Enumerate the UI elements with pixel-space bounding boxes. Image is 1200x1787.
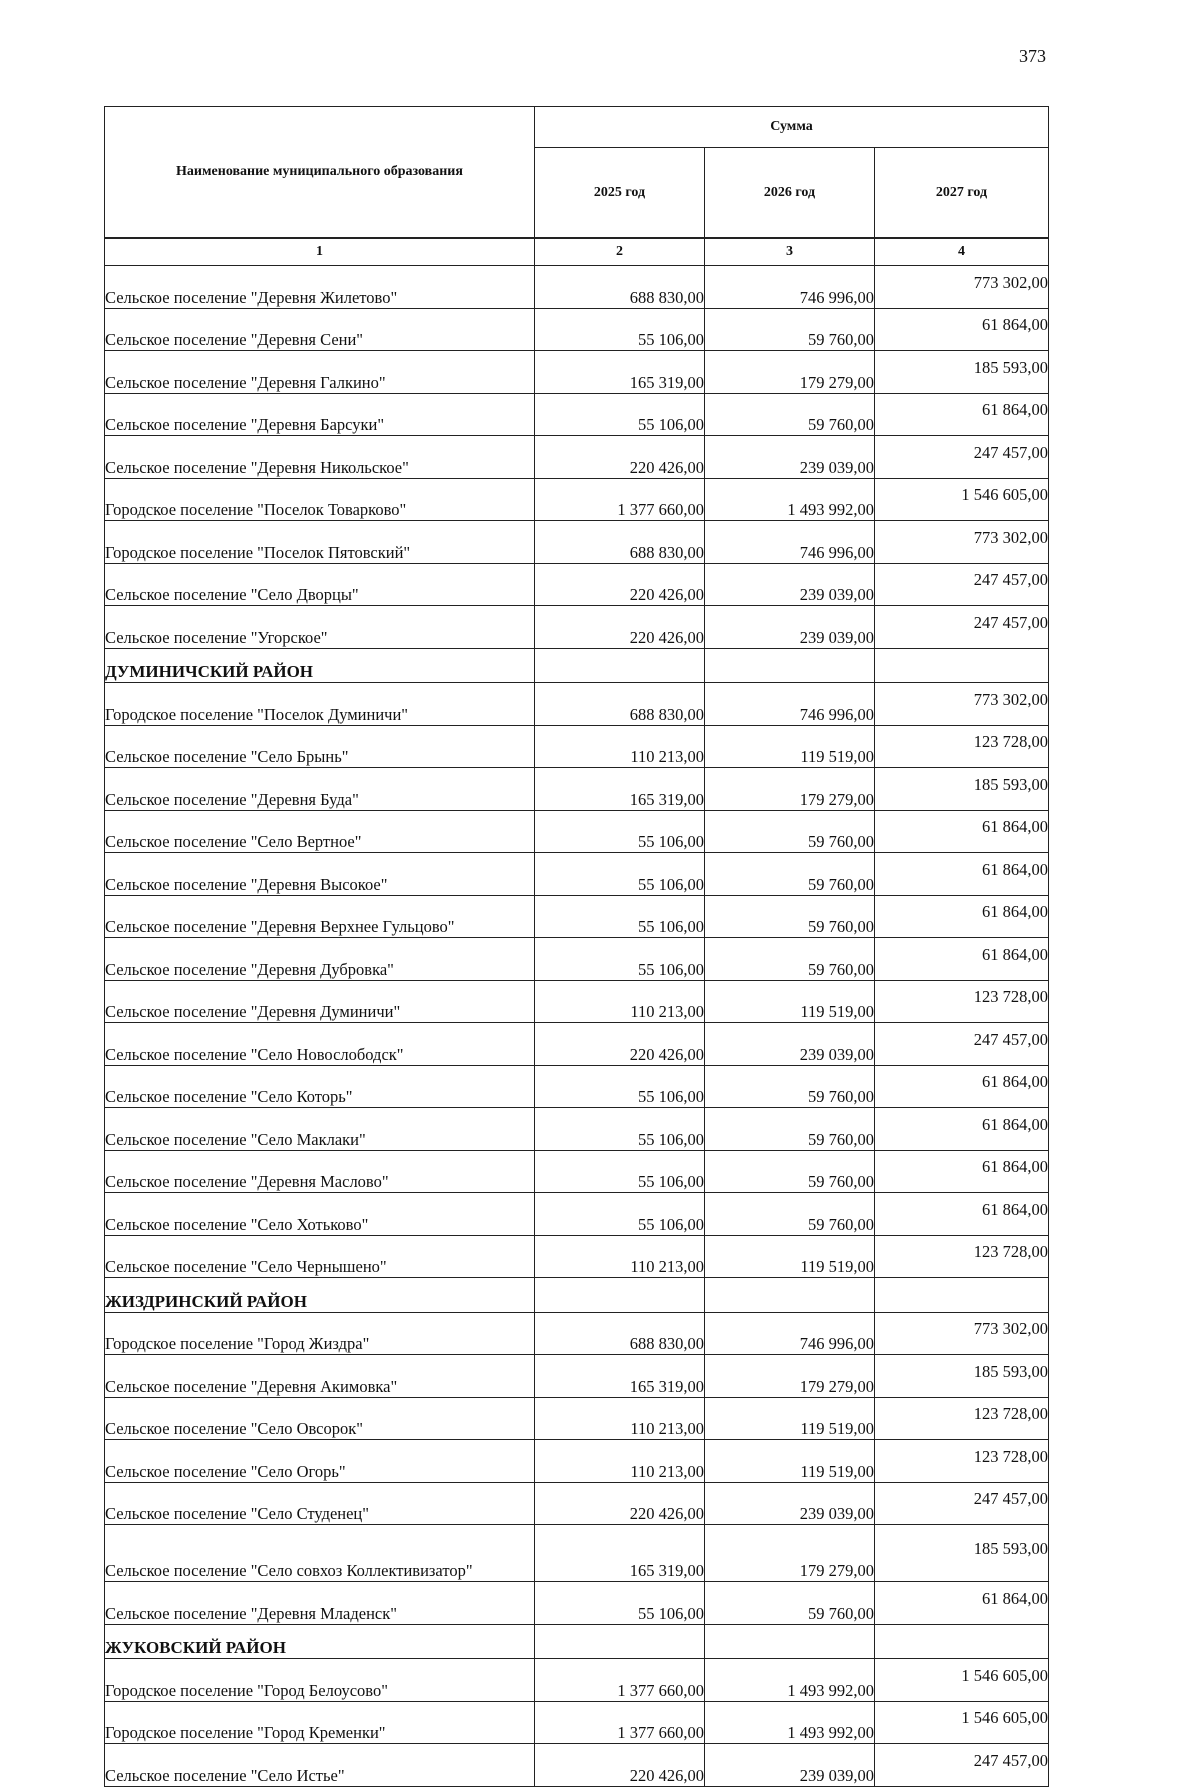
- table-row: [105, 1582, 1049, 1625]
- amount-2025-cell: 55 106,00: [535, 895, 705, 938]
- amount-2025-cell: 1 377 660,00: [535, 1659, 705, 1702]
- municipality-name: Сельское поселение "Деревня Барсуки": [105, 393, 535, 436]
- amount-2027-cell: 773 302,00: [875, 266, 1049, 309]
- table-row: [105, 308, 1049, 351]
- table-row: [105, 725, 1049, 768]
- amount-2025-cell: 55 106,00: [535, 1582, 705, 1625]
- amount-2025-cell: 55 106,00: [535, 308, 705, 351]
- municipality-name: Городское поселение "Поселок Пятовский": [105, 521, 535, 564]
- amount-2027-cell: 61 864,00: [875, 853, 1049, 896]
- column-number-1: 1: [105, 238, 535, 266]
- amount-2026-cell: 119 519,00: [705, 980, 875, 1023]
- amount-2027-cell: 185 593,00: [875, 1355, 1049, 1398]
- table-row: [105, 1065, 1049, 1108]
- table-row: [105, 1193, 1049, 1236]
- municipality-name: Сельское поселение "Село Новослободск": [105, 1023, 535, 1066]
- amount-2027-cell: 61 864,00: [875, 938, 1049, 981]
- municipality-name: Сельское поселение "Село Которь": [105, 1065, 535, 1108]
- amount-2026-cell: 1 493 992,00: [705, 1701, 875, 1744]
- amount-2025-cell: 55 106,00: [535, 1065, 705, 1108]
- table-row: [105, 1659, 1049, 1702]
- empty-cell: [535, 648, 705, 683]
- header-sum: Сумма: [535, 107, 1049, 148]
- table-row: [105, 938, 1049, 981]
- amount-2025-cell: 110 213,00: [535, 980, 705, 1023]
- amount-2026-cell: 746 996,00: [705, 266, 875, 309]
- table-row: [105, 1235, 1049, 1278]
- amount-2027-cell: 185 593,00: [875, 1525, 1049, 1582]
- header-year-2027: 2027 год: [875, 148, 1049, 238]
- municipality-name: Городское поселение "Город Белоусово": [105, 1659, 535, 1702]
- amount-2027-cell: 123 728,00: [875, 1440, 1049, 1483]
- table-row: [105, 1355, 1049, 1398]
- empty-cell: [705, 1624, 875, 1659]
- empty-cell: [535, 1624, 705, 1659]
- header-year-2026: 2026 год: [705, 148, 875, 238]
- municipality-name: Сельское поселение "Село Брынь": [105, 725, 535, 768]
- amount-2027-cell: 1 546 605,00: [875, 1659, 1049, 1702]
- municipality-name: Сельское поселение "Деревня Сени": [105, 308, 535, 351]
- table-body: [105, 266, 1049, 1787]
- amount-2025-cell: 220 426,00: [535, 1023, 705, 1066]
- table-row: [105, 853, 1049, 896]
- amount-2026-cell: 179 279,00: [705, 1525, 875, 1582]
- municipality-name: Сельское поселение "Село Чернышено": [105, 1235, 535, 1278]
- header-municipality-name: Наименование муниципального образования: [105, 107, 535, 239]
- amount-2025-cell: 110 213,00: [535, 725, 705, 768]
- amount-2027-cell: 61 864,00: [875, 1582, 1049, 1625]
- amount-2026-cell: 239 039,00: [705, 1023, 875, 1066]
- municipality-name: Сельское поселение "Деревня Младенск": [105, 1582, 535, 1625]
- amount-2026-cell: 239 039,00: [705, 606, 875, 649]
- municipality-name: Сельское поселение "Село Огорь": [105, 1440, 535, 1483]
- column-number-4: 4: [875, 238, 1049, 266]
- amount-2025-cell: 1 377 660,00: [535, 478, 705, 521]
- amount-2026-cell: 1 493 992,00: [705, 478, 875, 521]
- amount-2027-cell: 247 457,00: [875, 436, 1049, 479]
- amount-2027-cell: 61 864,00: [875, 1193, 1049, 1236]
- district-header-row: [105, 648, 1049, 683]
- amount-2027-cell: 123 728,00: [875, 980, 1049, 1023]
- empty-cell: [875, 1624, 1049, 1659]
- amount-2026-cell: 119 519,00: [705, 1440, 875, 1483]
- amount-2025-cell: 220 426,00: [535, 606, 705, 649]
- table-row: [105, 1397, 1049, 1440]
- amount-2026-cell: 179 279,00: [705, 768, 875, 811]
- amount-2026-cell: 119 519,00: [705, 1397, 875, 1440]
- amount-2025-cell: 220 426,00: [535, 1744, 705, 1787]
- amount-2026-cell: 59 760,00: [705, 938, 875, 981]
- amount-2026-cell: 746 996,00: [705, 521, 875, 564]
- amount-2026-cell: 59 760,00: [705, 810, 875, 853]
- municipality-name: Городское поселение "Город Кременки": [105, 1701, 535, 1744]
- amount-2027-cell: 61 864,00: [875, 810, 1049, 853]
- municipality-name: Городское поселение "Поселок Товарково": [105, 478, 535, 521]
- amount-2026-cell: 1 493 992,00: [705, 1659, 875, 1702]
- amount-2026-cell: 239 039,00: [705, 436, 875, 479]
- table-row: [105, 1440, 1049, 1483]
- amount-2025-cell: 688 830,00: [535, 1312, 705, 1355]
- municipality-name: Сельское поселение "Деревня Дубровка": [105, 938, 535, 981]
- amount-2027-cell: 61 864,00: [875, 1108, 1049, 1151]
- municipality-name: Сельское поселение "Деревня Верхнее Гульцово": [105, 895, 535, 938]
- amount-2025-cell: 55 106,00: [535, 1150, 705, 1193]
- table-row: [105, 810, 1049, 853]
- municipality-name: Сельское поселение "Село Студенец": [105, 1482, 535, 1525]
- table-row: [105, 478, 1049, 521]
- table-row: [105, 351, 1049, 394]
- municipality-name: Сельское поселение "Село Вертное": [105, 810, 535, 853]
- amount-2025-cell: 165 319,00: [535, 1355, 705, 1398]
- amount-2027-cell: 61 864,00: [875, 1150, 1049, 1193]
- amount-2026-cell: 119 519,00: [705, 1235, 875, 1278]
- district-header-row: [105, 1624, 1049, 1659]
- amount-2025-cell: 55 106,00: [535, 1108, 705, 1151]
- amount-2026-cell: 239 039,00: [705, 563, 875, 606]
- district-header-row: [105, 1278, 1049, 1313]
- municipality-name: Сельское поселение "Село совхоз Коллективизатор": [105, 1525, 535, 1582]
- empty-cell: [875, 648, 1049, 683]
- amount-2025-cell: 165 319,00: [535, 351, 705, 394]
- amount-2027-cell: 1 546 605,00: [875, 1701, 1049, 1744]
- column-number-3: 3: [705, 238, 875, 266]
- amount-2026-cell: 59 760,00: [705, 1065, 875, 1108]
- amount-2025-cell: 1 377 660,00: [535, 1701, 705, 1744]
- table-row: [105, 606, 1049, 649]
- amount-2026-cell: 59 760,00: [705, 308, 875, 351]
- amount-2025-cell: 55 106,00: [535, 810, 705, 853]
- amount-2026-cell: 746 996,00: [705, 1312, 875, 1355]
- municipality-name: Сельское поселение "Деревня Высокое": [105, 853, 535, 896]
- table-row: [105, 1108, 1049, 1151]
- amount-2025-cell: 110 213,00: [535, 1440, 705, 1483]
- municipality-name: Сельское поселение "Деревня Думиничи": [105, 980, 535, 1023]
- amount-2025-cell: 220 426,00: [535, 1482, 705, 1525]
- amount-2025-cell: 110 213,00: [535, 1397, 705, 1440]
- table-row: [105, 563, 1049, 606]
- municipality-name: Городское поселение "Поселок Думиничи": [105, 683, 535, 726]
- amount-2027-cell: 1 546 605,00: [875, 478, 1049, 521]
- municipality-name: Городское поселение "Город Жиздра": [105, 1312, 535, 1355]
- allocation-table: [104, 106, 1049, 1787]
- empty-cell: [705, 648, 875, 683]
- table-row: [105, 683, 1049, 726]
- table-row: [105, 1525, 1049, 1582]
- table-row: [105, 1150, 1049, 1193]
- table-row: [105, 980, 1049, 1023]
- table-row: [105, 266, 1049, 309]
- amount-2026-cell: 59 760,00: [705, 1193, 875, 1236]
- empty-cell: [705, 1278, 875, 1313]
- table-row: [105, 393, 1049, 436]
- amount-2026-cell: 746 996,00: [705, 683, 875, 726]
- municipality-name: Сельское поселение "Село Истье": [105, 1744, 535, 1787]
- municipality-name: Сельское поселение "Деревня Маслово": [105, 1150, 535, 1193]
- table-row: [105, 1023, 1049, 1066]
- amount-2025-cell: 55 106,00: [535, 393, 705, 436]
- header-year-2025: 2025 год: [535, 148, 705, 238]
- page-number: 373: [1019, 46, 1046, 66]
- amount-2027-cell: 247 457,00: [875, 606, 1049, 649]
- amount-2025-cell: 165 319,00: [535, 768, 705, 811]
- column-number-2: 2: [535, 238, 705, 266]
- amount-2027-cell: 123 728,00: [875, 725, 1049, 768]
- municipality-name: Сельское поселение "Село Маклаки": [105, 1108, 535, 1151]
- amount-2026-cell: 119 519,00: [705, 725, 875, 768]
- municipality-name: Сельское поселение "Деревня Жилетово": [105, 266, 535, 309]
- amount-2027-cell: 773 302,00: [875, 521, 1049, 564]
- table-row: [105, 1701, 1049, 1744]
- municipality-name: Сельское поселение "Деревня Галкино": [105, 351, 535, 394]
- table-row: [105, 1482, 1049, 1525]
- amount-2025-cell: 688 830,00: [535, 683, 705, 726]
- amount-2027-cell: 773 302,00: [875, 1312, 1049, 1355]
- amount-2027-cell: 773 302,00: [875, 683, 1049, 726]
- amount-2025-cell: 220 426,00: [535, 563, 705, 606]
- amount-2026-cell: 239 039,00: [705, 1482, 875, 1525]
- amount-2027-cell: 61 864,00: [875, 393, 1049, 436]
- municipality-name: Сельское поселение "Село Овсорок": [105, 1397, 535, 1440]
- amount-2026-cell: 179 279,00: [705, 351, 875, 394]
- table-row: [105, 1744, 1049, 1787]
- amount-2025-cell: 688 830,00: [535, 521, 705, 564]
- amount-2027-cell: 123 728,00: [875, 1235, 1049, 1278]
- amount-2025-cell: 55 106,00: [535, 1193, 705, 1236]
- amount-2026-cell: 59 760,00: [705, 1150, 875, 1193]
- amount-2025-cell: 688 830,00: [535, 266, 705, 309]
- amount-2027-cell: 185 593,00: [875, 768, 1049, 811]
- municipality-name: Сельское поселение "Деревня Акимовка": [105, 1355, 535, 1398]
- amount-2026-cell: 179 279,00: [705, 1355, 875, 1398]
- table-row: [105, 436, 1049, 479]
- municipality-name: Сельское поселение "Село Дворцы": [105, 563, 535, 606]
- table-row: [105, 768, 1049, 811]
- amount-2027-cell: 247 457,00: [875, 1482, 1049, 1525]
- district-name: ДУМИНИЧСКИЙ РАЙОН: [105, 648, 535, 683]
- amount-2025-cell: 165 319,00: [535, 1525, 705, 1582]
- amount-2026-cell: 59 760,00: [705, 895, 875, 938]
- table-row: [105, 895, 1049, 938]
- amount-2026-cell: 59 760,00: [705, 393, 875, 436]
- district-name: ЖУКОВСКИЙ РАЙОН: [105, 1624, 535, 1659]
- empty-cell: [535, 1278, 705, 1313]
- municipality-name: Сельское поселение "Село Хотьково": [105, 1193, 535, 1236]
- amount-2027-cell: 185 593,00: [875, 351, 1049, 394]
- municipality-name: Сельское поселение "Деревня Буда": [105, 768, 535, 811]
- empty-cell: [875, 1278, 1049, 1313]
- amount-2027-cell: 247 457,00: [875, 1023, 1049, 1066]
- municipality-name: Сельское поселение "Деревня Никольское": [105, 436, 535, 479]
- district-name: ЖИЗДРИНСКИЙ РАЙОН: [105, 1278, 535, 1313]
- amount-2027-cell: 61 864,00: [875, 1065, 1049, 1108]
- amount-2026-cell: 59 760,00: [705, 1582, 875, 1625]
- amount-2027-cell: 123 728,00: [875, 1397, 1049, 1440]
- table-row: [105, 1312, 1049, 1355]
- amount-2027-cell: 247 457,00: [875, 1744, 1049, 1787]
- amount-2027-cell: 247 457,00: [875, 563, 1049, 606]
- table-row: [105, 521, 1049, 564]
- amount-2026-cell: 239 039,00: [705, 1744, 875, 1787]
- municipality-name: Сельское поселение "Угорское": [105, 606, 535, 649]
- amount-2026-cell: 59 760,00: [705, 853, 875, 896]
- amount-2025-cell: 110 213,00: [535, 1235, 705, 1278]
- amount-2025-cell: 220 426,00: [535, 436, 705, 479]
- amount-2025-cell: 55 106,00: [535, 938, 705, 981]
- amount-2027-cell: 61 864,00: [875, 895, 1049, 938]
- amount-2025-cell: 55 106,00: [535, 853, 705, 896]
- amount-2027-cell: 61 864,00: [875, 308, 1049, 351]
- amount-2026-cell: 59 760,00: [705, 1108, 875, 1151]
